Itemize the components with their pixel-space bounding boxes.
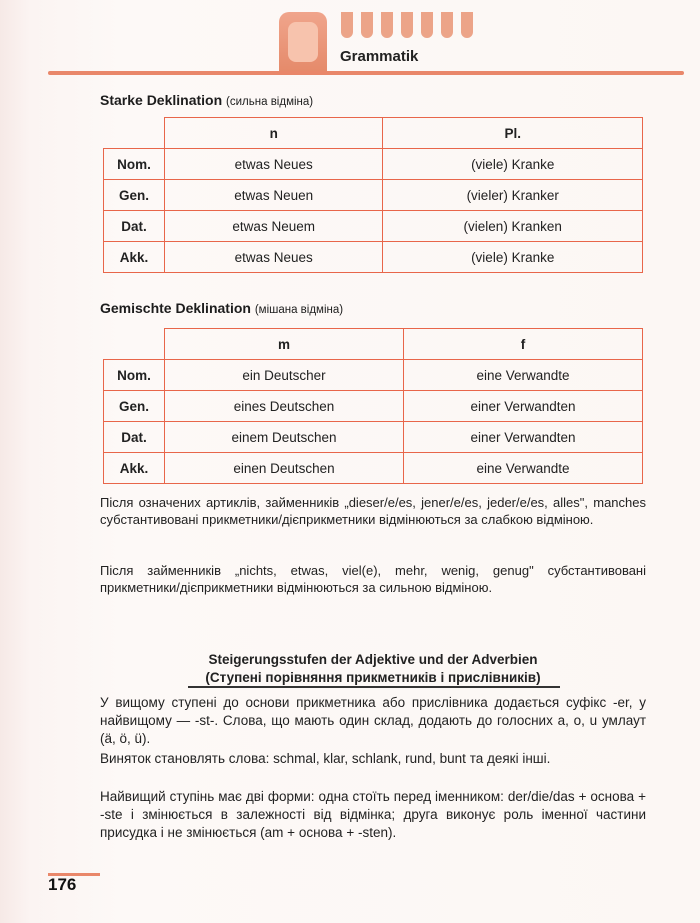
table-cell: eine Verwandte xyxy=(403,453,642,484)
section-header-title: Grammatik xyxy=(340,48,419,65)
header-tab-decoration xyxy=(381,12,393,38)
header-tab-decoration xyxy=(279,12,327,72)
header-divider xyxy=(48,71,684,75)
table-row xyxy=(104,453,643,484)
strong-declension-title: Starke Deklination xyxy=(100,92,223,108)
case-label: Nom. xyxy=(104,360,165,391)
note-strong-declension: Після займенників „nichts, etwas, viel(e), mehr, wenig, genug" субстантивовані прикметники/дієприкметники відмінюються за сильною відміною. xyxy=(100,563,646,595)
comparison-title-uk: (Ступені порівняння прикметників і прислівників) xyxy=(205,670,541,685)
table-column-header: n xyxy=(165,118,383,149)
case-label: Nom. xyxy=(104,149,165,180)
header-tab-decoration xyxy=(401,12,413,38)
comparison-rule-suffixes: У вищому ступені до основи прикметника або прислівника додається суфікс -er, у найвищому — -st-. Слова, що мають один склад, додають до голосних a, o, u умлаут (ä, ö, ü). xyxy=(100,695,646,746)
mixed-declension-subtitle: (мішана відміна) xyxy=(254,304,344,316)
header-tab-decoration xyxy=(361,12,373,38)
header-tab-decoration xyxy=(341,12,353,38)
table-cell: (vielen) Kranken xyxy=(383,211,643,242)
strong-declension-heading xyxy=(100,92,313,108)
table-cell: etwas Neuen xyxy=(165,180,383,211)
table-cell: einer Verwandten xyxy=(403,422,642,453)
table-row xyxy=(104,149,643,180)
header-tab-decoration xyxy=(421,12,433,38)
table-column-header: f xyxy=(403,329,642,360)
case-label: Dat. xyxy=(104,211,165,242)
table-column-header: Pl. xyxy=(383,118,643,149)
table-corner-cell xyxy=(104,118,165,149)
table-cell: ein Deutscher xyxy=(165,360,404,391)
table-row xyxy=(104,422,643,453)
table-cell: etwas Neuem xyxy=(165,211,383,242)
table-row xyxy=(104,242,643,273)
comparison-title-de: Steigerungsstufen der Adjektive und der Adverbien xyxy=(208,652,538,667)
mixed-declension-title: Gemischte Deklination xyxy=(100,300,251,316)
page-number: 176 xyxy=(48,875,77,894)
table-cell: einen Deutschen xyxy=(165,453,404,484)
header-tab-decoration xyxy=(441,12,453,38)
case-label: Akk. xyxy=(104,453,165,484)
table-cell: einem Deutschen xyxy=(165,422,404,453)
table-cell: einer Verwandten xyxy=(403,391,642,422)
table-row xyxy=(104,391,643,422)
table-cell: eine Verwandte xyxy=(403,360,642,391)
table-column-header: m xyxy=(165,329,404,360)
case-label: Gen. xyxy=(104,391,165,422)
strong-declension-subtitle: (сильна відміна) xyxy=(226,96,314,108)
title-underline xyxy=(188,686,560,688)
table-cell: etwas Neues xyxy=(165,149,383,180)
table-row xyxy=(104,211,643,242)
case-label: Dat. xyxy=(104,422,165,453)
table-cell: etwas Neues xyxy=(165,242,383,273)
comparison-superlative-forms: Найвищий ступінь має дві форми: одна стоїть перед іменником: der/die/das + основа + -ste і змінюється в залежності від відмінка; друга виконує роль іменної частини присудка і не змінюється (am + основа + -sten). xyxy=(100,789,646,840)
table-header-row xyxy=(104,118,643,149)
mixed-declension-table xyxy=(103,328,643,484)
table-cell: (vieler) Kranker xyxy=(383,180,643,211)
table-row xyxy=(104,180,643,211)
mixed-declension-heading xyxy=(100,300,343,316)
case-label: Akk. xyxy=(104,242,165,273)
table-corner-cell xyxy=(104,329,165,360)
table-row xyxy=(104,360,643,391)
table-cell: (viele) Kranke xyxy=(383,149,643,180)
table-header-row xyxy=(104,329,643,360)
strong-declension-table xyxy=(103,117,643,273)
header-tab-decoration xyxy=(461,12,473,38)
note-weak-declension: Після означених артиклів, займенників „dieser/e/es, jener/e/es, jeder/e/es, alles", manches субстантивовані прикметники/дієприкметники відмінюються за слабкою відміною. xyxy=(100,495,646,527)
comparison-exceptions: Виняток становлять слова: schmal, klar, schlank, rund, bunt та деякі інші. xyxy=(100,751,551,766)
table-cell: (viele) Kranke xyxy=(383,242,643,273)
table-cell: eines Deutschen xyxy=(165,391,404,422)
case-label: Gen. xyxy=(104,180,165,211)
